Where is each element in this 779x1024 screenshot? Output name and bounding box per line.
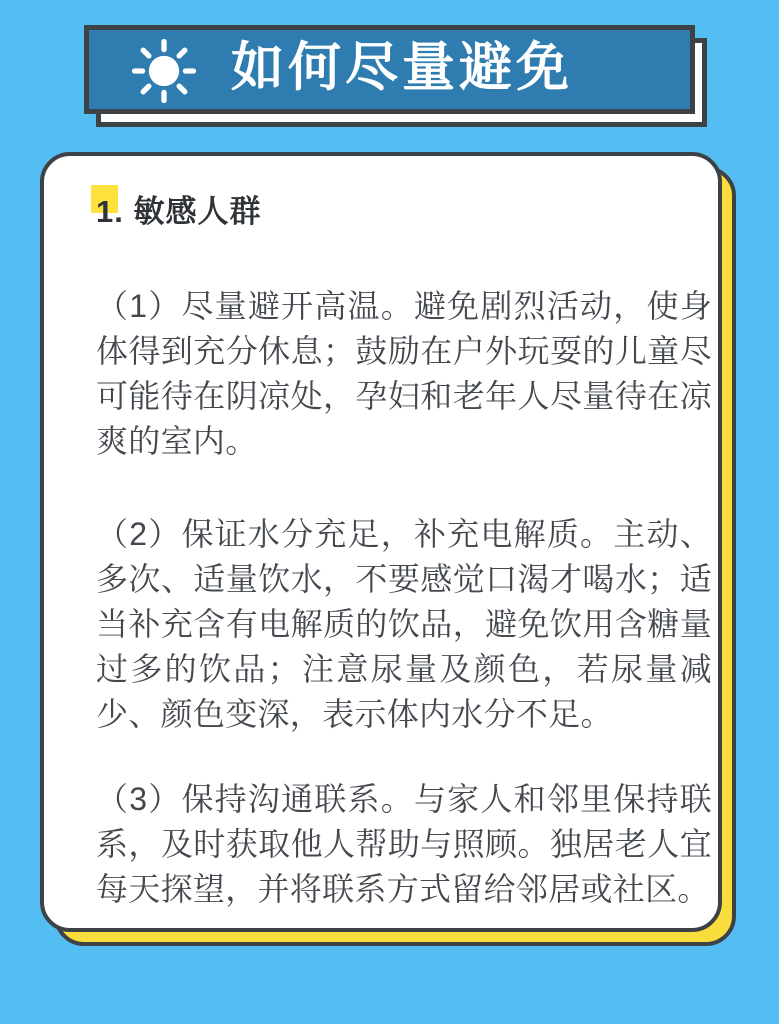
- header-banner: [84, 25, 695, 114]
- page-title: 如何尽量避免: [231, 38, 573, 97]
- paragraph-avoid-heat: （1）尽量避开高温。避免剧烈活动，使身体得到充分休息；鼓励在户外玩耍的儿童尽可能待在阴凉处，孕妇和老年人尽量待在凉爽的室内。: [96, 288, 712, 459]
- card-body: [40, 152, 722, 932]
- section-heading-text: 1. 敏感人群: [96, 194, 262, 229]
- sun-icon: [131, 38, 197, 104]
- paragraph-stay-connected: （3）保持沟通联系。与家人和邻里保持联系，及时获取他人帮助与照顾。独居老人宜每天探望，并将联系方式留给邻居或社区。: [96, 781, 712, 907]
- paragraph-hydration: （2）保证水分充足，补充电解质。主动、多次、适量饮水，不要感觉口渴才喝水；适当补充含有电解质的饮品，避免饮用含糖量过多的饮品；注意尿量及颜色，若尿量减少、颜色变深，表示体内水分不足。: [96, 516, 712, 732]
- content-card: [40, 152, 722, 932]
- section-heading: [96, 192, 261, 232]
- banner-plate: [84, 25, 695, 114]
